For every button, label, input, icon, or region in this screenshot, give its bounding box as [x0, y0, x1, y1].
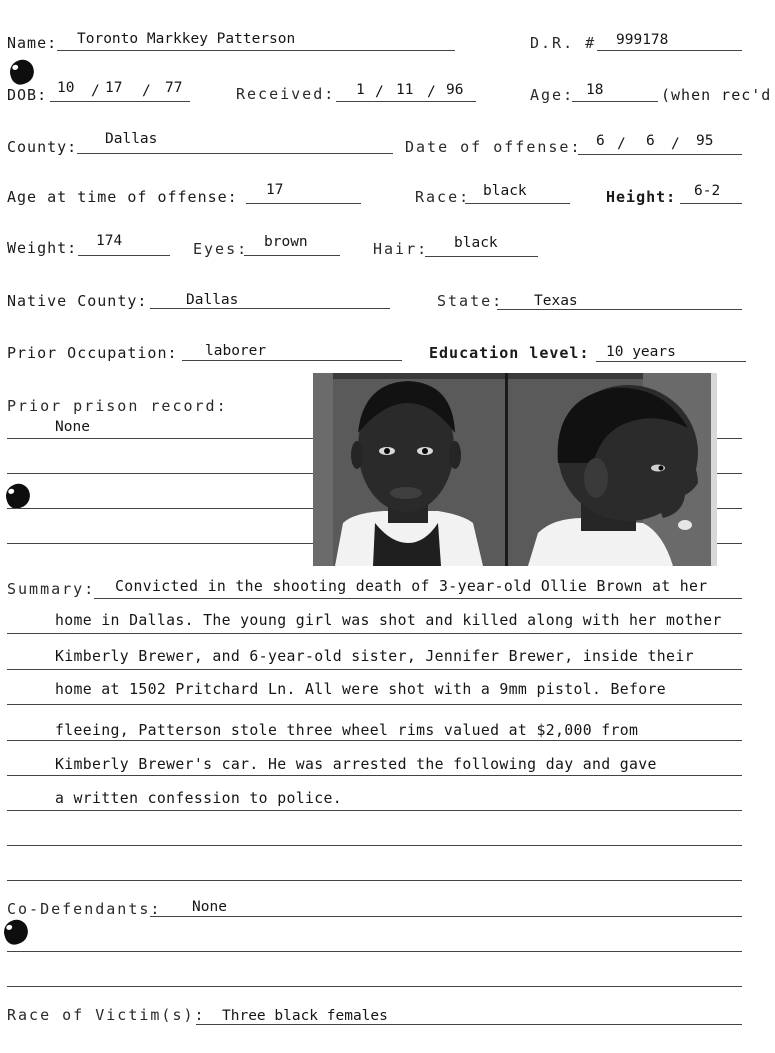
hole-punch-middle	[3, 481, 33, 511]
native-county-label: Native County:	[7, 292, 148, 310]
age-line	[572, 101, 658, 102]
summary-line-6: Kimberly Brewer's car. He was arrested the following day and gave	[55, 756, 657, 773]
race-line	[465, 203, 570, 204]
summary-line-5: fleeing, Patterson stole three wheel rims valued at $2,000 from	[55, 722, 639, 739]
county-label: County:	[7, 138, 78, 156]
summary-line-4: home at 1502 Pritchard Ln. All were shot with a 9mm pistol. Before	[55, 681, 667, 698]
mugshot-photo	[313, 373, 717, 566]
height-label: Height:	[606, 188, 677, 206]
co-defendants-value: None	[192, 899, 227, 915]
race-of-victims-value: Three black females	[222, 1008, 388, 1024]
education-level-line	[596, 361, 746, 362]
state-line	[497, 309, 742, 310]
eyes-label: Eyes:	[193, 240, 249, 258]
received-day: 11	[396, 82, 414, 98]
received-sep-2: /	[427, 84, 436, 100]
state-value: Texas	[534, 293, 578, 309]
name-value: Toronto Markkey Patterson	[77, 31, 296, 47]
prison-record-line-3	[7, 508, 313, 509]
date-of-offense-line	[578, 154, 742, 155]
summary-rule-2	[7, 633, 742, 634]
dob-month: 10	[57, 80, 75, 96]
summary-line-1: Convicted in the shooting death of 3-year-old Ollie Brown at her	[115, 578, 708, 595]
county-value: Dallas	[105, 131, 158, 147]
hair-value: black	[454, 235, 498, 251]
eyes-line	[244, 255, 340, 256]
native-county-value: Dallas	[186, 292, 239, 308]
age-at-offense-line	[246, 203, 361, 204]
when-received-note: (when rec'd	[661, 86, 772, 104]
summary-rule-1	[94, 598, 742, 599]
mugshot-image	[313, 373, 717, 566]
summary-rule-7	[7, 810, 742, 811]
hair-line	[425, 256, 538, 257]
race-of-victims-line	[196, 1024, 742, 1025]
name-line	[57, 50, 455, 51]
summary-label: Summary:	[7, 580, 96, 598]
race-value: black	[483, 183, 527, 199]
prior-occupation-value: laborer	[205, 343, 267, 359]
prior-occupation-line	[182, 360, 402, 361]
height-value: 6-2	[694, 183, 721, 199]
dob-year: 77	[165, 80, 183, 96]
state-label: State:	[437, 292, 504, 310]
height-line	[680, 203, 742, 204]
age-at-offense-label: Age at time of offense:	[7, 188, 238, 206]
date-of-offense-label: Date of offense:	[405, 138, 582, 156]
received-label: Received:	[236, 85, 336, 103]
prior-prison-record-label: Prior prison record:	[7, 397, 228, 415]
dr-line	[597, 50, 742, 51]
offense-sep-1: /	[617, 136, 626, 152]
summary-rule-4	[7, 704, 742, 705]
age-label: Age:	[530, 86, 575, 104]
co-defendants-rule-2	[7, 951, 742, 952]
hair-label: Hair:	[373, 240, 429, 258]
eyes-value: brown	[264, 234, 308, 250]
weight-value: 174	[96, 233, 123, 249]
offense-month: 6	[596, 133, 605, 149]
dob-sep-1: /	[91, 83, 100, 99]
prison-record-line-4	[7, 543, 313, 544]
offense-year: 95	[696, 133, 714, 149]
prison-record-line-3-right	[717, 508, 742, 509]
prison-record-line-4-right	[717, 543, 742, 544]
education-level-label: Education level:	[429, 344, 590, 362]
co-defendants-line	[150, 916, 742, 917]
county-line	[77, 153, 393, 154]
received-month: 1	[356, 82, 365, 98]
offense-sep-2: /	[671, 136, 680, 152]
photo-right-border	[711, 373, 717, 566]
co-defendants-rule-3	[7, 986, 742, 987]
prison-record-line-1	[7, 438, 313, 439]
summary-line-3: Kimberly Brewer, and 6-year-old sister, Jennifer Brewer, inside their	[55, 648, 694, 665]
race-label: Race:	[415, 188, 471, 206]
summary-line-7: a written confession to police.	[55, 790, 343, 807]
dob-sep-2: /	[142, 83, 151, 99]
received-sep-1: /	[375, 84, 384, 100]
dob-label: DOB:	[7, 86, 48, 104]
hole-punch-bottom	[1, 917, 31, 947]
offense-day: 6	[646, 133, 655, 149]
dob-line	[50, 101, 190, 102]
age-value: 18	[586, 82, 604, 98]
age-at-offense-value: 17	[266, 182, 284, 198]
photo-divider	[505, 373, 508, 566]
prison-record-line-1-right	[717, 438, 742, 439]
summary-rule-3	[7, 669, 742, 670]
prison-record-line-2-right	[717, 473, 742, 474]
co-defendants-label: Co-Defendants:	[7, 900, 162, 918]
dr-number-value: 999178	[616, 32, 669, 48]
dob-day: 17	[105, 80, 123, 96]
weight-label: Weight:	[7, 239, 78, 257]
prior-prison-record-value: None	[55, 419, 90, 435]
summary-rule-5	[7, 740, 742, 741]
prison-record-line-2	[7, 473, 313, 474]
education-level-value: 10 years	[606, 344, 676, 360]
name-label: Name:	[7, 34, 58, 52]
prior-occupation-label: Prior Occupation:	[7, 344, 178, 362]
weight-line	[78, 255, 170, 256]
summary-rule-9	[7, 880, 742, 881]
dr-label: D.R. #	[530, 34, 597, 52]
summary-line-2: home in Dallas. The young girl was shot and killed along with her mother	[55, 612, 722, 629]
native-county-line	[150, 308, 390, 309]
summary-rule-8	[7, 845, 742, 846]
race-of-victims-label: Race of Victim(s):	[7, 1006, 206, 1024]
received-year: 96	[446, 82, 464, 98]
summary-rule-6	[7, 775, 742, 776]
hole-punch-top	[7, 57, 37, 87]
received-line	[336, 101, 476, 102]
